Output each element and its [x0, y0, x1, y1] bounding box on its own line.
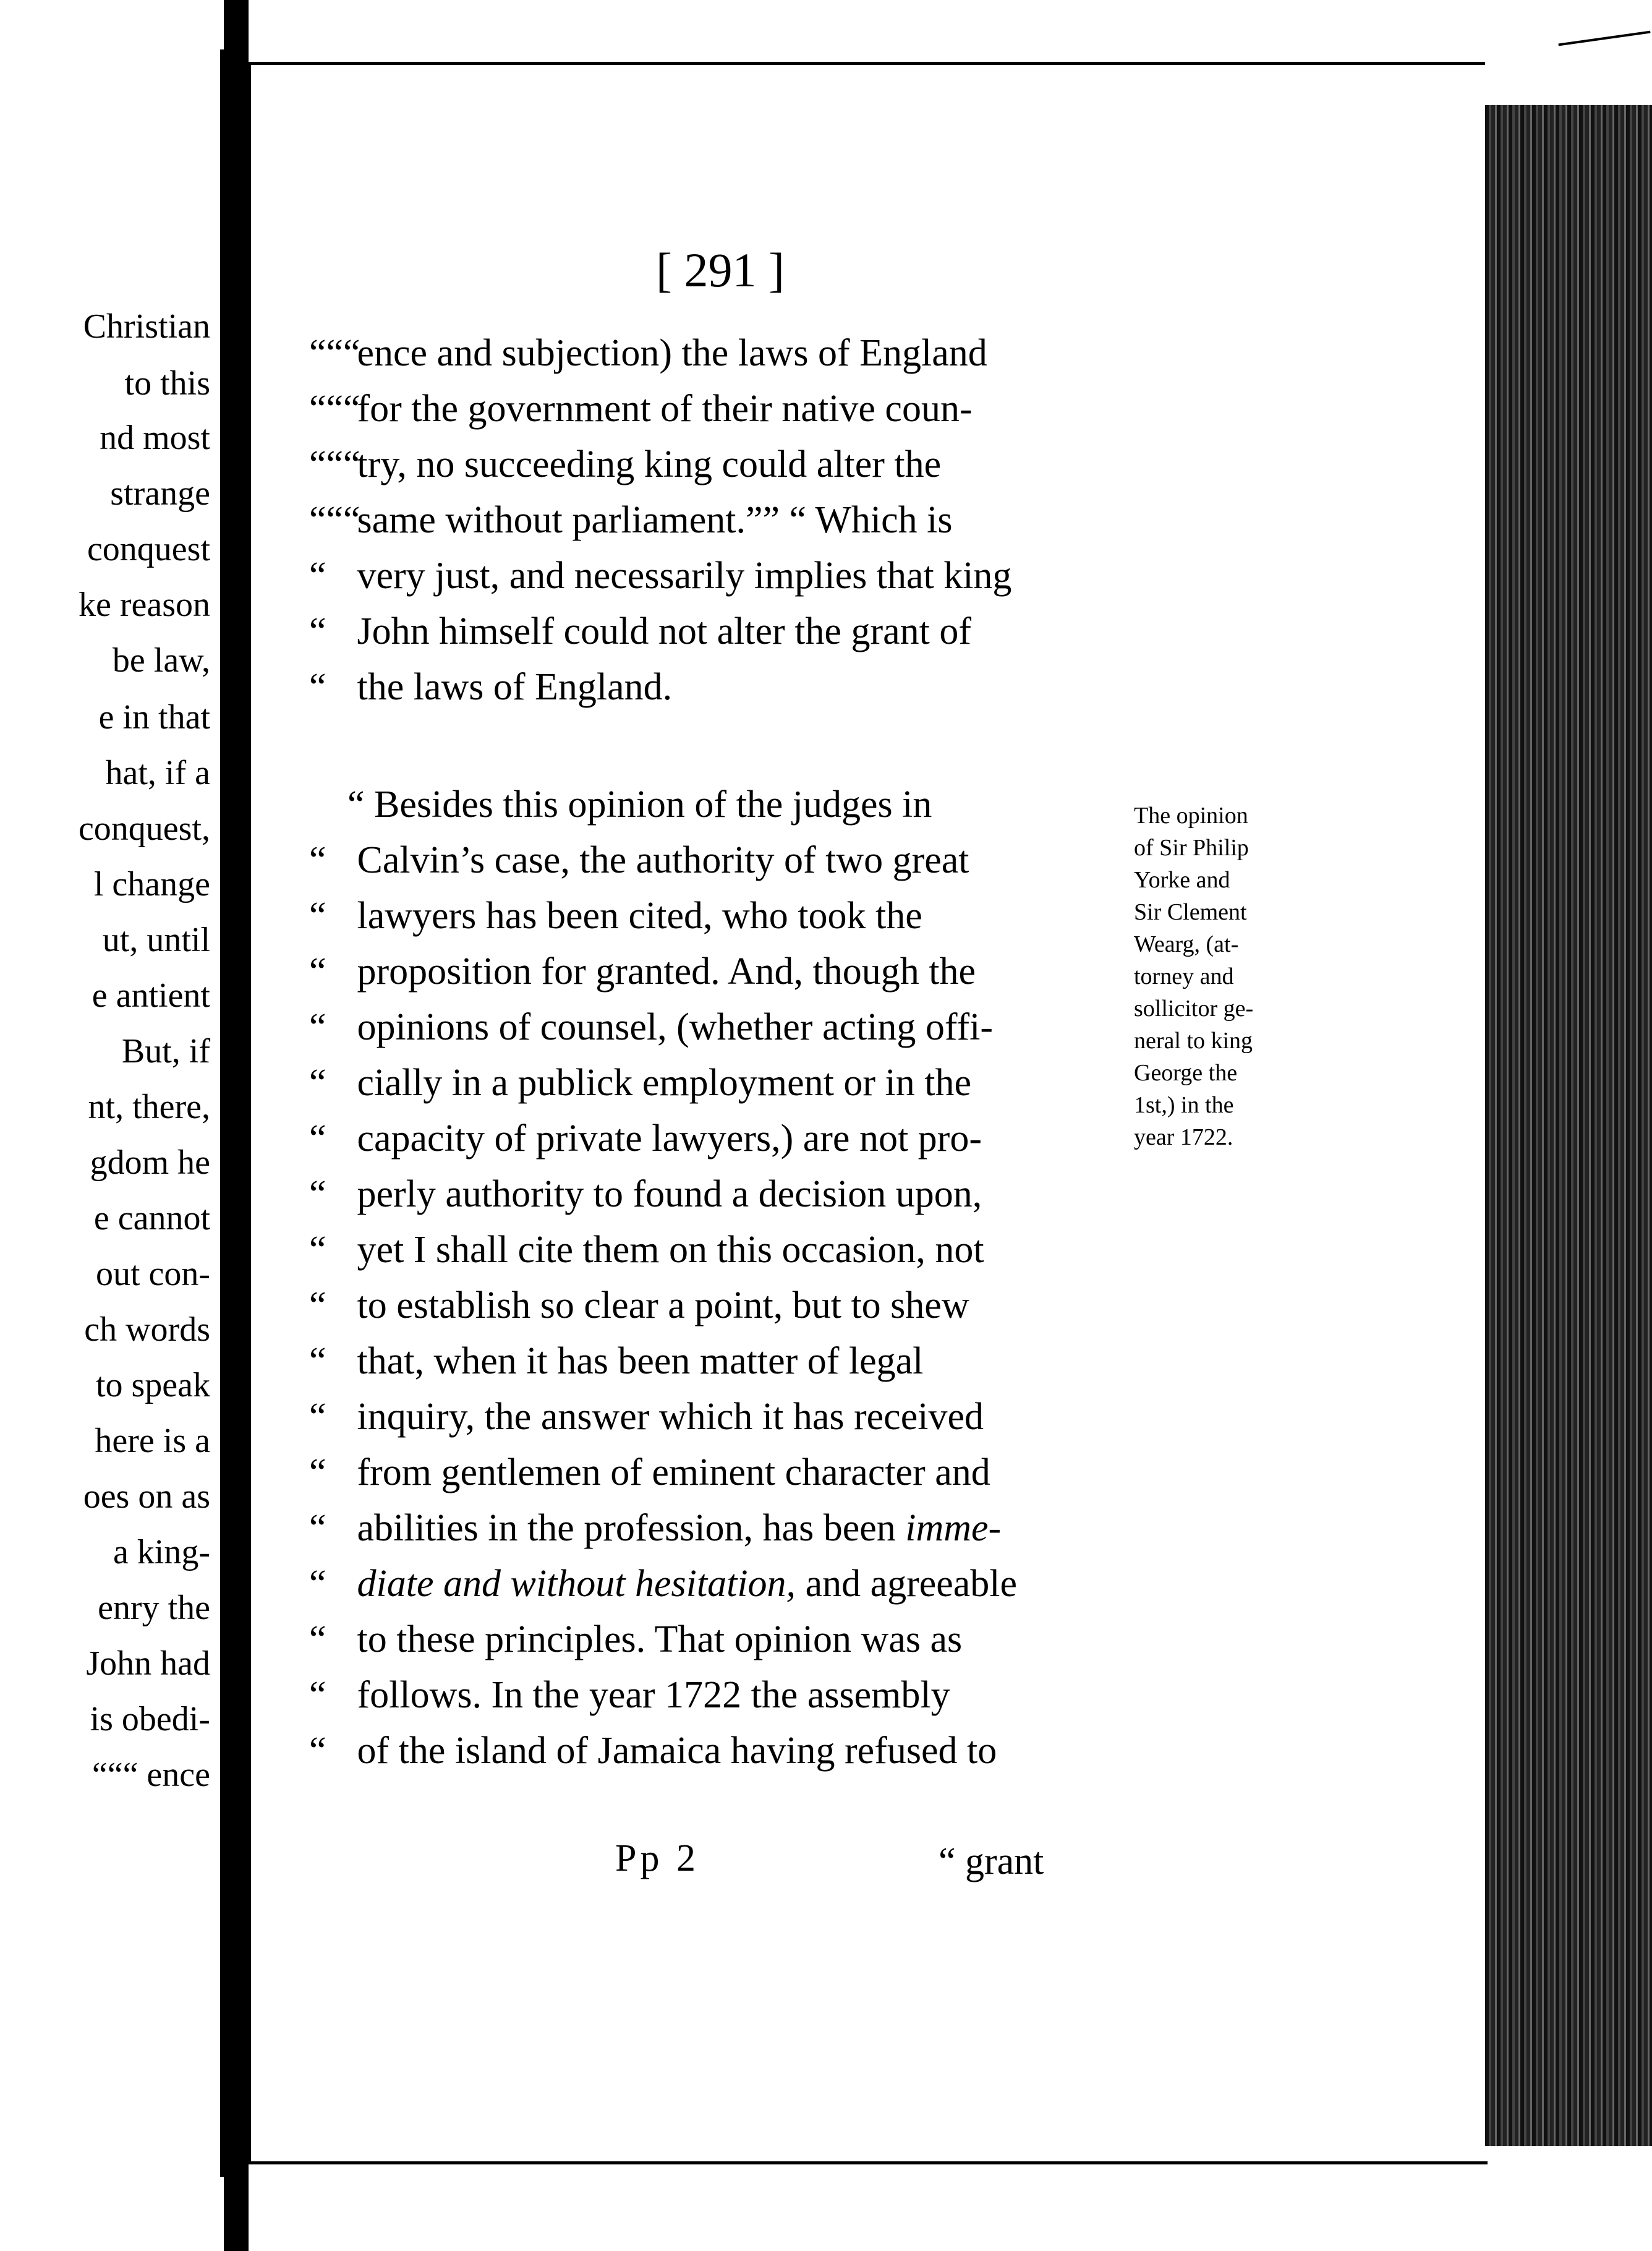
text-line	[309, 1732, 1113, 1770]
margin-note-line: neral to king	[1134, 1028, 1253, 1054]
text-line	[309, 1286, 1113, 1325]
margin-note-line: Yorke and	[1134, 867, 1230, 893]
left-fragment: to speak	[95, 1366, 210, 1404]
quote-mark: “““	[309, 443, 360, 485]
text-line	[309, 612, 1113, 651]
quote-mark: “	[309, 895, 326, 937]
text-line	[309, 668, 1113, 706]
left-fragment: be law,	[112, 641, 210, 680]
left-fragment: ut, until	[102, 921, 210, 959]
line-text: of the island of Jamaica having refused to	[357, 1730, 997, 1772]
text-line	[309, 445, 1113, 484]
text-line	[309, 1342, 1113, 1380]
quote-mark: “	[309, 610, 326, 652]
text-line	[309, 501, 1113, 539]
line-text: ence and subjection) the laws of England	[357, 332, 987, 374]
line-text: abilities in the profession, has been	[357, 1507, 896, 1549]
left-fragment: gdom he	[90, 1143, 210, 1182]
text-line	[309, 1398, 1113, 1436]
left-fragment: l change	[93, 865, 210, 903]
line-text: to establish so clear a point, but to shew	[357, 1284, 969, 1326]
text-line	[309, 897, 1113, 935]
text-line	[309, 557, 1113, 595]
quote-mark: “	[309, 1229, 326, 1271]
left-fragment: enry the	[98, 1589, 210, 1627]
text-line	[309, 1453, 1113, 1492]
quote-mark: “	[309, 1507, 326, 1549]
text-line	[309, 1676, 1113, 1714]
line-text: yet I shall cite them on this occasion, not	[357, 1229, 984, 1271]
left-fragment: ke reason	[78, 586, 210, 624]
left-fragment: nt, there,	[88, 1088, 210, 1126]
text-line	[309, 1064, 1113, 1102]
quote-mark: “	[309, 1396, 326, 1438]
quote-mark: “	[309, 1117, 326, 1160]
quote-mark: “	[309, 1451, 326, 1493]
text-line	[309, 952, 1113, 991]
margin-note-line: 1st,) in the	[1134, 1092, 1234, 1118]
left-page	[0, 49, 224, 2177]
left-fragment: e antient	[92, 976, 210, 1015]
left-fragment: nd most	[100, 419, 210, 457]
line-text: “ Besides this opinion of the judges in	[347, 784, 932, 826]
left-fragment: here is a	[95, 1422, 210, 1460]
left-fragment: to this	[124, 364, 210, 403]
margin-note-line: Sir Clement	[1134, 899, 1247, 925]
quote-mark: “	[309, 1674, 326, 1716]
line-text: same without parliament.”” “ Which is	[357, 499, 953, 541]
line-text: follows. In the year 1722 the assembly	[357, 1674, 950, 1716]
left-fragment: Christian	[83, 307, 210, 346]
quote-mark: “	[309, 1340, 326, 1382]
left-fragment: out con-	[95, 1255, 210, 1293]
quote-mark: “	[309, 1730, 326, 1772]
text-line	[309, 1565, 1113, 1603]
line-text: very just, and necessarily implies that king	[357, 555, 1012, 597]
signature-mark: Pp 2	[615, 1837, 699, 1879]
quote-mark: “	[309, 1618, 326, 1660]
left-fragment: e cannot	[93, 1199, 210, 1237]
line-text: perly authority to found a decision upon,	[357, 1173, 982, 1215]
left-fragment: “““ ence	[92, 1756, 210, 1794]
text-line	[309, 1119, 1113, 1158]
text-line	[309, 1008, 1113, 1046]
margin-note-line: Wearg, (at-	[1134, 931, 1239, 957]
page-number: [ 291 ]	[656, 243, 785, 297]
line-text: that, when it has been matter of legal	[357, 1340, 924, 1382]
text-line	[309, 1509, 1113, 1547]
quote-mark: “	[309, 1563, 326, 1605]
left-fragment: is obedi-	[90, 1700, 210, 1738]
left-fragment: a king-	[113, 1533, 210, 1571]
line-text: cially in a publick employment or in the	[357, 1062, 971, 1104]
line-text: John himself could not alter the grant of	[357, 610, 971, 652]
left-fragment: strange	[110, 474, 210, 513]
left-fragment: e in that	[98, 698, 210, 737]
line-text: for the government of their native coun-	[357, 388, 973, 430]
quote-mark: “	[309, 950, 326, 993]
quote-mark: “““	[309, 332, 360, 374]
left-fragment: conquest,	[78, 809, 210, 848]
quote-mark: “	[309, 1062, 326, 1104]
line-text: lawyers has been cited, who took the	[357, 895, 922, 937]
line-text: Calvin’s case, the authority of two great	[357, 839, 969, 881]
left-fragment: hat, if a	[105, 754, 210, 792]
left-fragment: conquest	[87, 530, 210, 568]
text-line	[309, 841, 1113, 879]
line-text: capacity of private lawyers,) are not pro-	[357, 1117, 982, 1160]
text-line	[309, 1175, 1113, 1213]
book-gutter	[224, 0, 249, 2251]
page-edge-top	[1485, 0, 1652, 105]
quote-mark: “	[309, 839, 326, 881]
text-line	[309, 1231, 1113, 1269]
line-text: from gentlemen of eminent character and	[357, 1451, 990, 1493]
line-text: and agreeable	[805, 1563, 1018, 1605]
left-fragment: But, if	[121, 1032, 210, 1070]
italic-text: diate and without hesitation,	[357, 1563, 796, 1605]
line-text: inquiry, the answer which it has received	[357, 1396, 984, 1438]
quote-mark: “	[309, 1006, 326, 1048]
left-fragment: John had	[86, 1644, 210, 1683]
margin-note-line: The opinion	[1134, 803, 1248, 829]
margin-note-line: sollicitor ge-	[1134, 996, 1254, 1022]
margin-note-line: George the	[1134, 1060, 1238, 1086]
quote-mark: “	[309, 1173, 326, 1215]
line-text: try, no succeeding king could alter the	[357, 443, 942, 485]
left-fragment: oes on as	[83, 1477, 210, 1516]
paragraph-start-line	[309, 785, 1113, 824]
page-block-edge	[1485, 105, 1652, 2146]
line-text: opinions of counsel, (whether acting offi-	[357, 1006, 993, 1048]
quote-mark: “	[309, 666, 326, 708]
quote-mark: “	[309, 555, 326, 597]
quote-mark: “““	[309, 388, 360, 430]
text-line	[309, 334, 1113, 372]
line-text: proposition for granted. And, though the	[357, 950, 976, 993]
line-text: the laws of England.	[357, 666, 673, 708]
margin-note-line: year 1722.	[1134, 1124, 1233, 1150]
italic-text: imme-	[905, 1507, 1002, 1549]
text-line	[309, 390, 1113, 428]
margin-note-line: torney and	[1134, 963, 1234, 989]
line-text: to these principles. That opinion was as	[357, 1618, 963, 1660]
catchword: “ grant	[939, 1840, 1044, 1882]
left-fragment: ch words	[84, 1310, 210, 1349]
margin-note-line: of Sir Philip	[1134, 835, 1249, 861]
quote-mark: “	[309, 1284, 326, 1326]
quote-mark: “““	[309, 499, 360, 541]
text-line	[309, 1620, 1113, 1659]
